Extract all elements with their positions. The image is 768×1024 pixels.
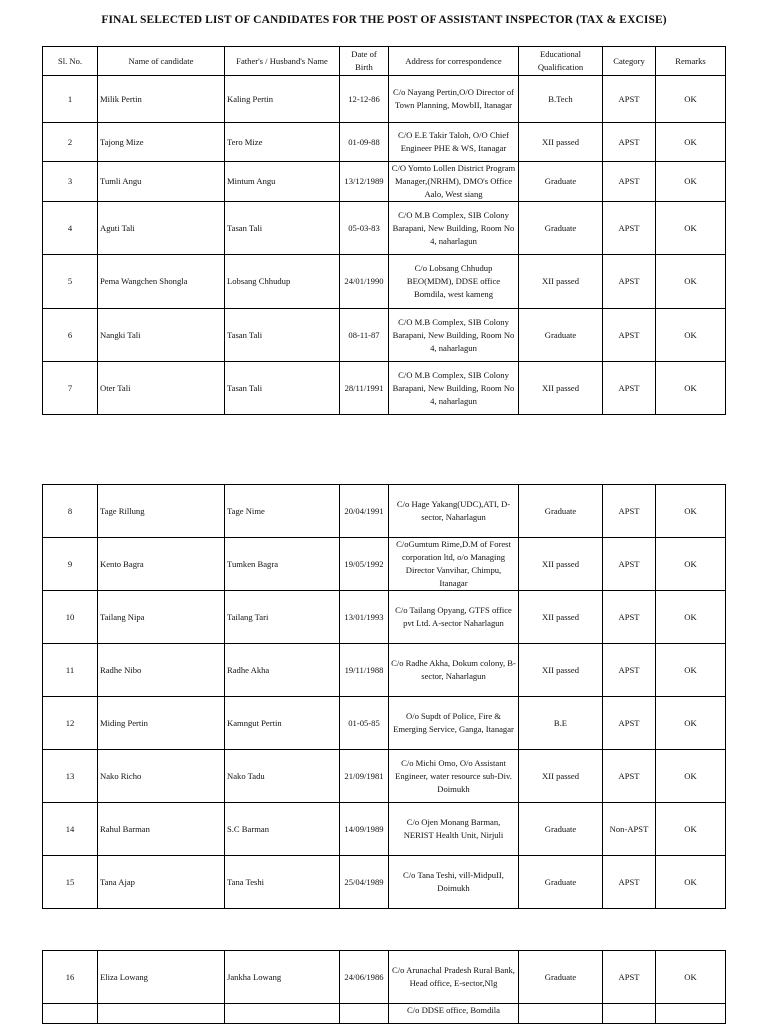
cell-address: C/O M.B Complex, SIB Colony Barapani, New Building, Room No 4, naharlagun — [389, 202, 519, 255]
candidates-table-part-3 — [42, 950, 726, 1024]
cell-remarks: OK — [656, 644, 726, 697]
cell-dob — [340, 1004, 389, 1024]
table-row — [43, 1004, 726, 1024]
cell-qualification: XII passed — [519, 362, 603, 415]
cell-remarks: OK — [656, 803, 726, 856]
cell-father-name: Lobsang Chhudup — [225, 255, 340, 309]
cell-dob: 13/12/1989 — [340, 162, 389, 202]
table-row — [43, 750, 726, 803]
cell-remarks: OK — [656, 76, 726, 123]
cell-remarks: OK — [656, 202, 726, 255]
cell-address: C/O E.E Takir Taloh, O/O Chief Engineer PHE & WS, Itanagar — [389, 123, 519, 162]
cell-address: C/oGumtum Rime,D.M of Forest corporation ltd, o/o Managing Director Vanvihar, Chimpu, Itanagar — [389, 538, 519, 591]
cell-category: APST — [603, 162, 656, 202]
cell-remarks: OK — [656, 255, 726, 309]
page-title: FINAL SELECTED LIST OF CANDIDATES FOR THE POST OF ASSISTANT INSPECTOR (TAX & EXCISE) — [101, 14, 667, 26]
cell-sl-no: 8 — [43, 485, 98, 538]
cell-name: Tana Ajap — [98, 856, 225, 909]
cell-father-name: Tasan Tali — [225, 362, 340, 415]
cell-dob: 25/04/1989 — [340, 856, 389, 909]
cell-category — [603, 1004, 656, 1024]
cell-category: APST — [603, 644, 656, 697]
cell-father-name: Tailang Tari — [225, 591, 340, 644]
cell-category: APST — [603, 697, 656, 750]
cell-dob: 21/09/1981 — [340, 750, 389, 803]
cell-qualification: B.E — [519, 697, 603, 750]
cell-sl-no: 5 — [43, 255, 98, 309]
cell-remarks: OK — [656, 362, 726, 415]
cell-name: Rahul Barman — [98, 803, 225, 856]
cell-name: Nangki Tali — [98, 309, 225, 362]
cell-address: C/O Yomto Lollen District Program Manager,(NRHM), DMO's Office Aalo, West siang — [389, 162, 519, 202]
cell-category: APST — [603, 750, 656, 803]
table-row — [43, 362, 726, 415]
cell-dob: 19/05/1992 — [340, 538, 389, 591]
cell-category: Non-APST — [603, 803, 656, 856]
cell-dob: 28/11/1991 — [340, 362, 389, 415]
cell-category: APST — [603, 856, 656, 909]
cell-sl-no: 1 — [43, 76, 98, 123]
cell-category: APST — [603, 538, 656, 591]
cell-category: APST — [603, 202, 656, 255]
cell-name: Pema Wangchen Shongla — [98, 255, 225, 309]
header-name: Name of candidate — [98, 47, 225, 76]
cell-address: C/o Nayang Pertin,O/O Director of Town Planning, MowbII, Itanagar — [389, 76, 519, 123]
header-address: Address for correspondence — [389, 47, 519, 76]
table-row — [43, 162, 726, 202]
cell-address: C/o Tailang Opyang, GTFS office pvt Ltd. A-sector Naharlagun — [389, 591, 519, 644]
cell-father-name: Tumken Bagra — [225, 538, 340, 591]
cell-category: APST — [603, 485, 656, 538]
cell-remarks: OK — [656, 591, 726, 644]
cell-father-name: Tero Mize — [225, 123, 340, 162]
table-row — [43, 856, 726, 909]
cell-sl-no: 6 — [43, 309, 98, 362]
cell-qualification: XII passed — [519, 644, 603, 697]
header-category: Category — [603, 47, 656, 76]
table-row — [43, 255, 726, 309]
cell-father-name: Kaling Pertin — [225, 76, 340, 123]
cell-name: Miding Pertin — [98, 697, 225, 750]
cell-dob: 01-09-88 — [340, 123, 389, 162]
cell-father-name: Mintum Angu — [225, 162, 340, 202]
cell-remarks: OK — [656, 538, 726, 591]
cell-qualification: XII passed — [519, 255, 603, 309]
header-remarks: Remarks — [656, 47, 726, 76]
cell-sl-no — [43, 1004, 98, 1024]
cell-address: C/o Radhe Akha, Dokum colony, B-sector, Naharlagun — [389, 644, 519, 697]
cell-sl-no: 4 — [43, 202, 98, 255]
cell-name: Aguti Tali — [98, 202, 225, 255]
cell-qualification: Graduate — [519, 951, 603, 1004]
cell-category: APST — [603, 76, 656, 123]
cell-name: Oter Tali — [98, 362, 225, 415]
table-row — [43, 697, 726, 750]
cell-remarks: OK — [656, 162, 726, 202]
cell-sl-no: 3 — [43, 162, 98, 202]
table-row — [43, 202, 726, 255]
table-row — [43, 591, 726, 644]
cell-father-name: Tasan Tali — [225, 202, 340, 255]
cell-name: Tage Rillung — [98, 485, 225, 538]
cell-father-name: Tage Nime — [225, 485, 340, 538]
candidates-table-part-1 — [42, 46, 726, 415]
cell-category: APST — [603, 123, 656, 162]
cell-name: Milik Pertin — [98, 76, 225, 123]
cell-dob: 13/01/1993 — [340, 591, 389, 644]
cell-name: Nako Richo — [98, 750, 225, 803]
cell-sl-no: 16 — [43, 951, 98, 1004]
cell-address: C/o Ojen Monang Barman, NERIST Health Unit, Nirjuli — [389, 803, 519, 856]
cell-remarks: OK — [656, 309, 726, 362]
cell-sl-no: 2 — [43, 123, 98, 162]
cell-father-name: Kamngut Pertin — [225, 697, 340, 750]
table-row — [43, 803, 726, 856]
table-row — [43, 538, 726, 591]
cell-qualification: XII passed — [519, 750, 603, 803]
cell-qualification — [519, 1004, 603, 1024]
cell-dob: 20/04/1991 — [340, 485, 389, 538]
cell-remarks: OK — [656, 951, 726, 1004]
table-row — [43, 951, 726, 1004]
cell-father-name: S.C Barman — [225, 803, 340, 856]
cell-address: O/o Supdt of Police, Fire & Emerging Service, Ganga, Itanagar — [389, 697, 519, 750]
cell-father-name: Jankha Lowang — [225, 951, 340, 1004]
cell-father-name: Tasan Tali — [225, 309, 340, 362]
cell-remarks: OK — [656, 697, 726, 750]
table-row — [43, 123, 726, 162]
cell-qualification: Graduate — [519, 309, 603, 362]
cell-sl-no: 9 — [43, 538, 98, 591]
cell-father-name: Radhe Akha — [225, 644, 340, 697]
cell-qualification: XII passed — [519, 591, 603, 644]
table-row — [43, 309, 726, 362]
cell-remarks: OK — [656, 485, 726, 538]
cell-dob: 14/09/1989 — [340, 803, 389, 856]
cell-dob: 24/06/1986 — [340, 951, 389, 1004]
candidates-table-part-2 — [42, 484, 726, 909]
cell-remarks: OK — [656, 123, 726, 162]
cell-category: APST — [603, 951, 656, 1004]
cell-qualification: Graduate — [519, 803, 603, 856]
cell-name: Tajong Mize — [98, 123, 225, 162]
cell-name — [98, 1004, 225, 1024]
cell-address: C/o DDSE office, Bomdila — [389, 1004, 519, 1024]
cell-dob: 24/01/1990 — [340, 255, 389, 309]
cell-address: C/o Lobsang Chhudup BEO(MDM), DDSE office Bomdila, west kameng — [389, 255, 519, 309]
header-qualification: Educational Qualification — [519, 47, 603, 76]
cell-remarks — [656, 1004, 726, 1024]
cell-sl-no: 11 — [43, 644, 98, 697]
header-sl-no: Sl. No. — [43, 47, 98, 76]
cell-sl-no: 10 — [43, 591, 98, 644]
cell-address: C/o Michi Omo, O/o Assistant Engineer, water resource sub-Div. Doimukh — [389, 750, 519, 803]
header-dob: Date of Birth — [340, 47, 389, 76]
cell-sl-no: 15 — [43, 856, 98, 909]
cell-address: C/O M.B Complex, SIB Colony Barapani, New Building, Room No 4, naharlagun — [389, 309, 519, 362]
table-row — [43, 485, 726, 538]
cell-qualification: XII passed — [519, 123, 603, 162]
cell-qualification: Graduate — [519, 485, 603, 538]
cell-category: APST — [603, 255, 656, 309]
cell-name: Radhe Nibo — [98, 644, 225, 697]
cell-father-name — [225, 1004, 340, 1024]
table-row — [43, 644, 726, 697]
cell-dob: 08-11-87 — [340, 309, 389, 362]
cell-remarks: OK — [656, 750, 726, 803]
cell-dob: 05-03-83 — [340, 202, 389, 255]
cell-qualification: B.Tech — [519, 76, 603, 123]
cell-qualification: Graduate — [519, 856, 603, 909]
cell-name: Tailang Nipa — [98, 591, 225, 644]
cell-category: APST — [603, 362, 656, 415]
cell-father-name: Tana Teshi — [225, 856, 340, 909]
cell-father-name: Nako Tadu — [225, 750, 340, 803]
cell-category: APST — [603, 309, 656, 362]
cell-dob: 19/11/1988 — [340, 644, 389, 697]
cell-name: Kento Bagra — [98, 538, 225, 591]
table-row — [43, 76, 726, 123]
cell-name: Tumli Angu — [98, 162, 225, 202]
cell-address: C/O M.B Complex, SIB Colony Barapani, New Building, Room No 4, naharlagun — [389, 362, 519, 415]
cell-qualification: XII passed — [519, 538, 603, 591]
cell-qualification: Graduate — [519, 162, 603, 202]
cell-sl-no: 13 — [43, 750, 98, 803]
cell-category: APST — [603, 591, 656, 644]
cell-dob: 01-05-85 — [340, 697, 389, 750]
cell-remarks: OK — [656, 856, 726, 909]
header-father-name: Father's / Husband's Name — [225, 47, 340, 76]
cell-address: C/o Tana Teshi, vill-MidpuII, Doimukh — [389, 856, 519, 909]
cell-name: Eliza Lowang — [98, 951, 225, 1004]
cell-sl-no: 14 — [43, 803, 98, 856]
cell-qualification: Graduate — [519, 202, 603, 255]
cell-address: C/o Hage Yakang(UDC),ATI, D- sector, Naharlagun — [389, 485, 519, 538]
cell-sl-no: 7 — [43, 362, 98, 415]
cell-address: C/o Arunachal Pradesh Rural Bank, Head office, E-sector,Nlg — [389, 951, 519, 1004]
cell-sl-no: 12 — [43, 697, 98, 750]
cell-dob: 12-12-86 — [340, 76, 389, 123]
